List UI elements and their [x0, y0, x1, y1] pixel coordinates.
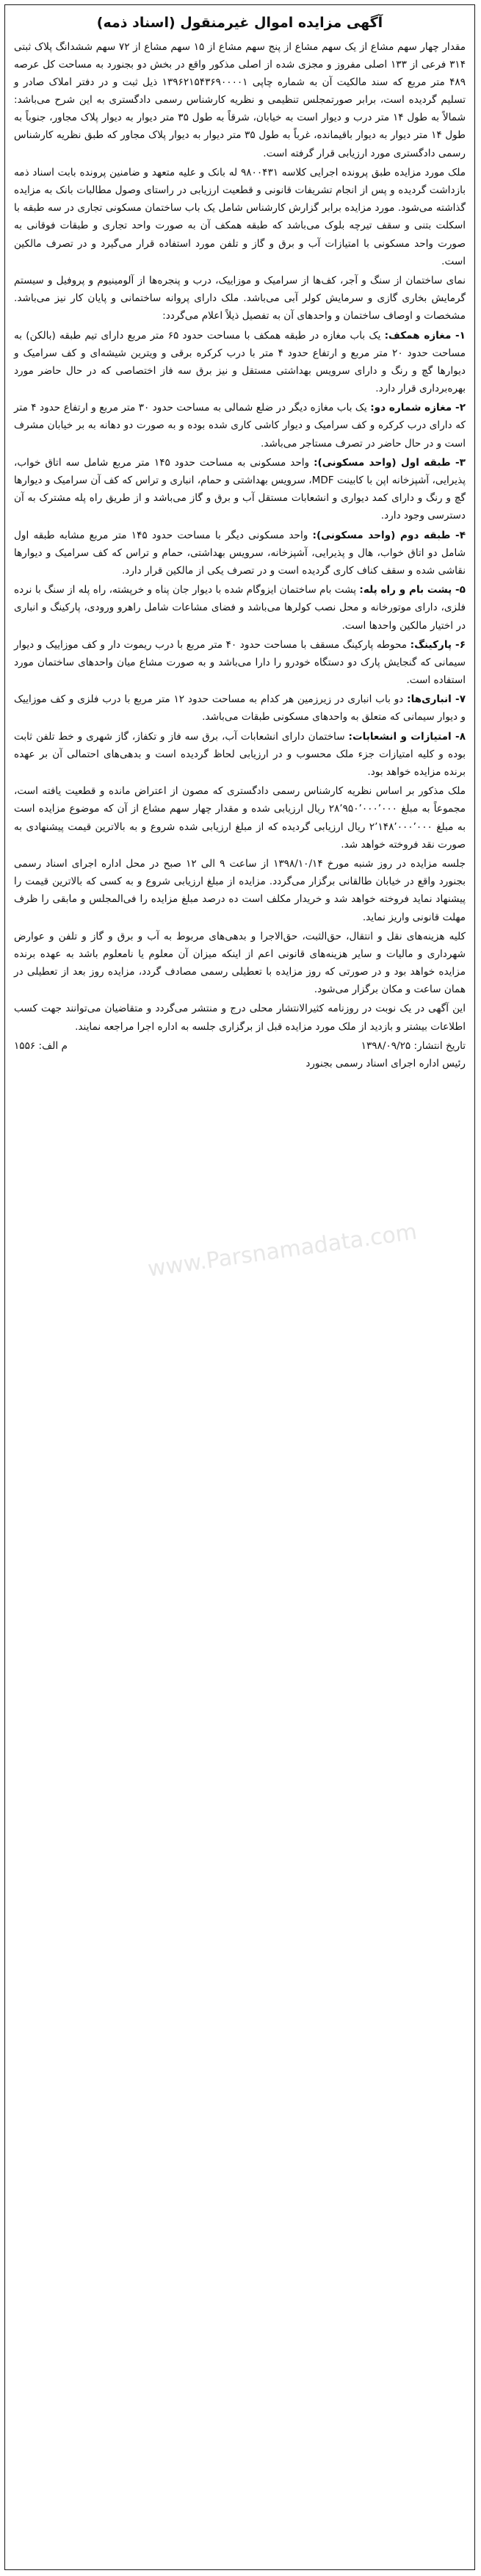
item-heading: ۲- مغازه شماره دو:: [370, 402, 466, 414]
closing-paragraph-1: ملک مذکور بر اساس نظریه کارشناس رسمی دادگستری که مصون از اعتراض مانده و قطعیت یافته است، مجموعاً به مبلغ ۲۸٬۹۵۰٬۰۰۰٬۰۰۰ ریال ارزیابی شده و مقدار چهار سهم مشاع از آن که موضوع مزایده است به مبلغ ۲٬۱۴۸٬۰۰۰٬۰۰۰ ریال ارزیابی گردیده که از مبلغ ارزیابی شده شروع و به بالاترین قیمت پیشنهادی به صورت نقد فروخته خواهد شد.: [14, 785, 466, 851]
item-text: دو باب انباری در زیرزمین هر کدام به مساحت حدود ۱۲ متر مربع با درب فلزی و کف موزاییک و دیوار سیمانی که متعلق به واحدهای مسکونی طبقات می‌باشد.: [14, 693, 466, 724]
item-text: محوطه پارکینگ مسقف با مساحت حدود ۴۰ متر مربع با درب ریموت دار و کف موزاییک و دیوار سیمانی که گنجایش پارک دو دستگاه خودرو را دارا می‌باشد و به صورت مشاع میان واحدهای ساختمان مورد استفاده است.: [14, 638, 466, 687]
item-text: ساختمان دارای انشعابات آب، برق سه فاز و تکفاز، گاز شهری و خط تلفن ثابت بوده و کلیه امتیازات جزء ملک محسوب و در ارزیابی لحاظ گردیده است و بدهی‌های احتمالی آن بر عهده برنده مزایده خواهد بود.: [14, 730, 466, 778]
auction-notice: [4, 4, 475, 2570]
item-heading: ۷- انباری‌ها:: [407, 693, 466, 706]
list-item: [14, 327, 466, 398]
notice-title: آگهی مزایده اموال غیرمنقول (اسناد ذمه): [96, 15, 383, 31]
list-item: [14, 728, 466, 782]
watermark-text: www.Parsnamadata.com: [146, 1219, 419, 1282]
intro-paragraph-3: نمای ساختمان از سنگ و آجر، کف‌ها از سرامیک و موزاییک، درب و پنجره‌ها از آلومینیوم و پروفیل و سیستم گرمایش بخاری گازی و سرمایش کولر آبی می‌باشد. ملک دارای پروانه ساختمانی و پایان کار نیز می‌باشد. مشخصات و اوصاف ساختمان و واحدهای آن به تفصیل ذیلاً اعلام می‌گردد:: [14, 274, 466, 322]
notice-code-value: ۱۵۵۶: [14, 1039, 36, 1052]
closing-paragraph-3: کلیه هزینه‌های نقل و انتقال، حق‌الثبت، حق‌الاجرا و بدهی‌های مربوط به آب و برق و گاز و تلفن و عوارض شهرداری و مالیات و سایر هزینه‌های قانونی اعم از اینکه میزان آن معلوم یا نامعلوم باشد به عهده برنده مزایده خواهد بود و در صورتی که روز مزایده با تعطیلی رسمی مصادف گردد، مزایده روز بعد از تعطیلی در همان ساعت و مکان برگزار می‌شود.: [14, 930, 466, 996]
list-item: [14, 581, 466, 635]
notice-footer: [14, 1037, 466, 1072]
item-heading: ۶- پارکینگ:: [410, 638, 466, 651]
item-heading: ۴- طبقه دوم (واحد مسکونی):: [312, 529, 466, 541]
item-heading: ۱- مغازه همکف:: [384, 329, 466, 342]
list-item: [14, 690, 466, 726]
items-list: [14, 327, 466, 782]
list-item: [14, 527, 466, 580]
item-text: یک باب مغازه در طبقه همکف با مساحت حدود ۶۵ متر مربع دارای تیم طبقه (بالکن) به مساحت حدود ۲۰ متر مربع و ارتفاع حدود ۴ متر با درب کرکره برقی و ویترین شیشه‌ای و کف سرامیک و دیوارها گچ و رنگ و دارای سرویس بهداشتی مستقل و نیز برق سه فاز اختصاصی که در حال حاضر مورد بهره‌برداری قرار دارد.: [14, 329, 466, 395]
item-text: واحد مسکونی به مساحت حدود ۱۴۵ متر مربع شامل سه اتاق خواب، پذیرایی، آشپزخانه اپن با کابینت MDF، سرویس بهداشتی و حمام، انباری و تراس که کف آن سرامیک و دیوارها گچ و رنگ و دارای کمد دیواری و انشعابات مستقل آب و برق و گاز می‌باشد و از طریق راه پله مشترک به آن دسترسی وجود دارد.: [14, 456, 466, 522]
notice-code-label: م الف:: [38, 1039, 68, 1052]
item-heading: ۸- امتیازات و انشعابات:: [348, 730, 466, 743]
list-item: [14, 399, 466, 452]
closing-paragraph-4: این آگهی در یک نوبت در روزنامه کثیرالانتشار محلی درج و منتشر می‌گردد و متقاضیان می‌توانند جهت کسب اطلاعات بیشتر و بازدید از ملک مورد مزایده قبل از برگزاری جلسه به اداره اجرا مراجعه نمایند.: [14, 1003, 466, 1033]
publish-date-value: ۱۳۹۸/۰۹/۲۵: [361, 1039, 411, 1052]
intro-paragraph-2: ملک مورد مزایده طبق پرونده اجرایی کلاسه ۹۸۰۰۴۳۱ له بانک و علیه متعهد و ضامنین پرونده بابت اسناد ذمه بازداشت گردیده و پس از انجام تشریفات قانونی و قطعیت ارزیابی در راستای وصول مطالبات بانک به مزایده گذاشته می‌شود. مورد مزایده برابر گزارش کارشناس شامل یک باب ساختمان مسکونی تجاری در سه طبقه با اسکلت بتنی و سقف تیرچه بلوک می‌باشد که طبقه همکف آن به صورت واحد تجاری و طبقات فوقانی به صورت واحد مسکونی با امتیازات آب و برق و گاز و تلفن مورد استفاده قرار می‌گیرد و در تصرف مالکین است.: [14, 166, 466, 267]
item-text: واحد مسکونی دیگر با مساحت حدود ۱۴۵ متر مربع مشابه طبقه اول شامل دو اتاق خواب، هال و پذیرایی، آشپزخانه، سرویس بهداشتی، حمام و تراس که کف سرامیک و دیوارها نقاشی شده و سقف کناف کاری گردیده است و در تصرف یکی از مالکین قرار دارد.: [14, 529, 466, 577]
publish-date: [361, 1037, 466, 1055]
item-heading: ۳- طبقه اول (واحد مسکونی):: [314, 456, 466, 469]
item-text: یک باب مغازه دیگر در ضلع شمالی به مساحت حدود ۳۰ متر مربع و ارتفاع حدود ۴ متر که دارای درب کرکره و کف سرامیک و دیوار کاشی کاری شده بوده و به صورت دو دهانه به بر خیابان مشرف است و در حال حاضر در تصرف مستاجر می‌باشد.: [14, 402, 466, 450]
intro-paragraph-1: مقدار چهار سهم مشاع از یک سهم مشاع از پنج سهم مشاع از ۱۵ سهم مشاع از ۷۲ سهم ششدانگ پلاک ثبتی ۳۱۴ فرعی از ۱۳۳ اصلی مفروز و مجزی شده از اصلی مذکور واقع در بخش دو بجنورد به مساحت کل عرصه ۴۸۹ متر مربع که سند مالکیت آن به شماره چاپی ۱۳۹۶۲۱۵۴۳۶۹۰۰۰۰۱ ذیل ثبت و در دفتر املاک صادر و تسلیم گردیده است، برابر صورتمجلس تنظیمی و نظریه کارشناس رسمی دادگستری به این شرح می‌باشد: شمالاً به طول ۱۴ متر درب و دیوار است به خیابان، شرقاً به طول ۳۵ متر دیوار به دیوار پلاک مجاور، جنوباً به طول ۱۴ متر دیوار به دیوار باقیمانده، غرباً به طول ۳۵ متر دیوار به دیوار پلاک مجاور که طبق نظریه کارشناس رسمی دادگستری مورد ارزیابی قرار گرفته است.: [14, 40, 466, 159]
item-heading: ۵- پشت بام و راه پله:: [359, 584, 466, 596]
notice-code: [14, 1037, 68, 1055]
footer-meta-row: [14, 1037, 466, 1055]
list-item: [14, 454, 466, 525]
signature: رئیس اداره اجرای اسناد رسمی بجنورد: [305, 1058, 466, 1069]
list-item: [14, 636, 466, 690]
publish-date-label: تاریخ انتشار:: [413, 1039, 466, 1052]
item-text: پشت بام ساختمان ایزوگام شده با دیوار جان پناه و خرپشته، راه پله از سنگ با نرده فلزی، دارای موتورخانه و محل نصب کولرها می‌باشد و فضای مشاعات شامل راهرو ورودی، پارکینگ و انباری در اختیار مالکین واحدها است.: [14, 584, 466, 632]
closing-paragraph-2: جلسه مزایده در روز شنبه مورخ ۱۳۹۸/۱۰/۱۴ از ساعت ۹ الی ۱۲ صبح در محل اداره اجرای اسناد رسمی بجنورد واقع در خیابان طالقانی برگزار می‌گردد. مزایده از مبلغ ارزیابی شروع و به کسی که بالاترین قیمت را پیشنهاد نماید فروخته خواهد شد و خریدار مکلف است ده درصد مبلغ مزایده را فی‌المجلس و مابقی را ظرف مهلت قانونی واریز نماید.: [14, 857, 466, 923]
